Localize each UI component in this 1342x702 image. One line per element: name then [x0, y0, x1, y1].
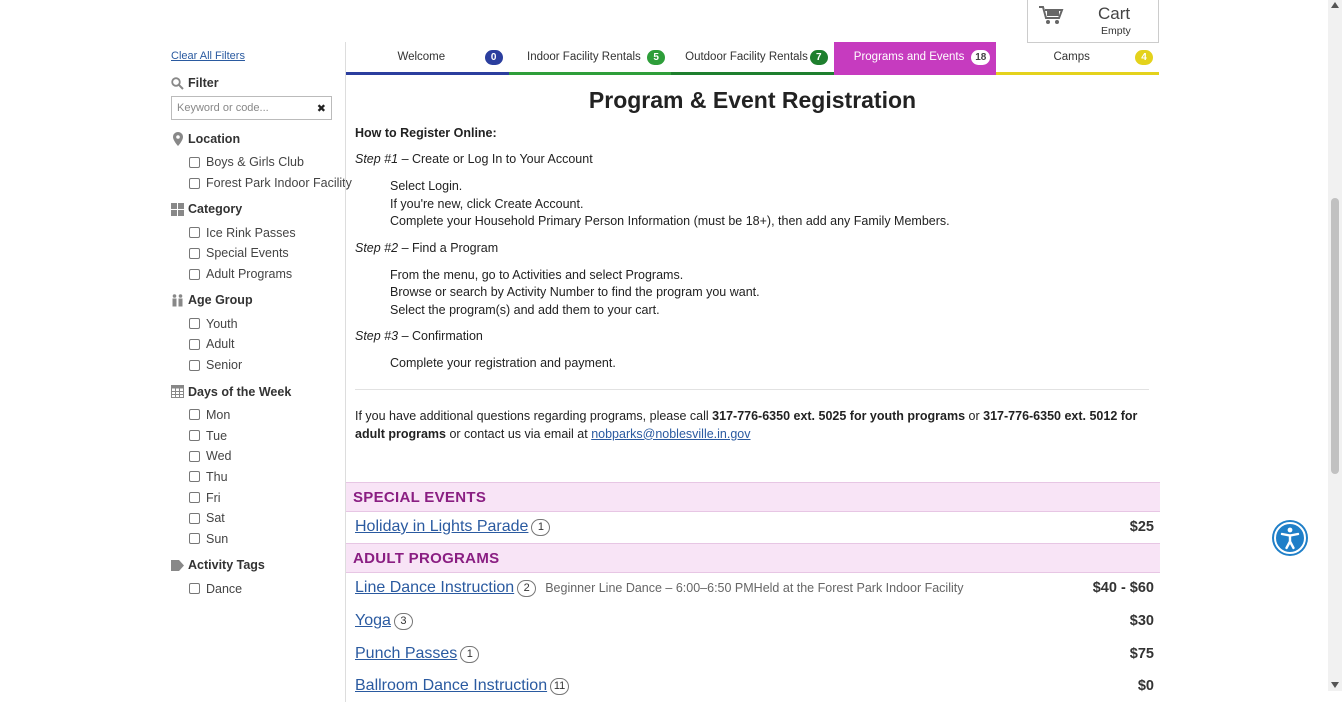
- step-text: – Confirmation: [398, 329, 483, 343]
- scroll-thumb[interactable]: [1331, 198, 1339, 474]
- step-detail: Select Login.: [390, 179, 463, 193]
- day-option-label: Fri: [206, 490, 221, 505]
- program-row: [346, 512, 1160, 542]
- activity-tags-heading-label: Activity Tags: [188, 558, 265, 573]
- location-heading-label: Location: [188, 132, 241, 146]
- category-checkbox[interactable]: [189, 227, 200, 238]
- clear-search-icon[interactable]: ✖: [316, 103, 326, 115]
- keyword-search-box: [171, 96, 332, 120]
- day-option-label: Sat: [206, 511, 225, 526]
- filter-heading-label: Filter: [188, 76, 219, 90]
- program-count-badge: 2: [517, 580, 536, 597]
- day-option-label: Thu: [206, 469, 228, 484]
- program-count-badge: 3: [394, 613, 413, 630]
- program-link[interactable]: Line Dance Instruction: [355, 579, 515, 596]
- category-option-label: Adult Programs: [206, 267, 293, 282]
- program-price: $25: [1129, 519, 1154, 535]
- day-option-label: Tue: [206, 428, 228, 443]
- days-heading-label: Days of the Week: [188, 384, 292, 399]
- step-detail: Complete your Household Primary Person Information (must be 18+), then add any Family Members.: [390, 214, 950, 228]
- grid-icon: [171, 203, 184, 216]
- category-filter: [171, 202, 333, 284]
- day-option-label: Sun: [206, 531, 229, 546]
- tab-label: Outdoor Facility Rentals: [685, 51, 808, 63]
- location-option-label: Forest Park Indoor Facility: [206, 176, 352, 191]
- accessibility-icon: [1272, 520, 1308, 556]
- how-to-heading: How to Register Online:: [355, 126, 497, 140]
- day-checkbox[interactable]: [189, 409, 200, 420]
- step-number: Step #1: [355, 152, 399, 166]
- category-checkbox[interactable]: [189, 269, 200, 280]
- step-detail: From the menu, go to Activities and select Programs.: [390, 267, 684, 282]
- age-group-option-label: Youth: [206, 316, 238, 331]
- program-link[interactable]: Yoga: [355, 612, 391, 629]
- tab-label: Welcome: [397, 51, 446, 63]
- tab-outdoor-facility-rentals[interactable]: [671, 42, 834, 75]
- location-filter: [171, 132, 352, 193]
- tab-camps[interactable]: [996, 42, 1159, 75]
- accessibility-button[interactable]: [1272, 520, 1308, 556]
- program-row: [346, 671, 1160, 701]
- age-group-checkbox[interactable]: [189, 318, 200, 329]
- tab-programs-and-events[interactable]: [834, 42, 997, 75]
- program-description: Beginner Line Dance – 6:00–6:50 PMHeld at the Forest Park Indoor Facility: [545, 581, 964, 595]
- program-price: $75: [1129, 646, 1154, 662]
- section-header-special-events: SPECIAL EVENTS: [346, 482, 1160, 512]
- scroll-up-icon[interactable]: [1331, 2, 1339, 8]
- day-checkbox[interactable]: [189, 430, 200, 441]
- step-detail: If you're new, click Create Account.: [390, 196, 584, 211]
- contact-text: or: [965, 408, 984, 423]
- step-heading: [355, 329, 1150, 347]
- cart-status: Empty: [1101, 25, 1131, 37]
- tag-icon: [171, 559, 184, 572]
- program-count-badge: 1: [460, 646, 479, 663]
- page-title: Program & Event Registration: [588, 87, 917, 113]
- program-link[interactable]: Ballroom Dance Instruction: [355, 677, 548, 694]
- filter-heading: [171, 76, 333, 90]
- email-link[interactable]: nobparks@noblesville.in.gov: [591, 426, 751, 441]
- age-group-option-label: Adult: [206, 337, 235, 352]
- step-text: – Find a Program: [398, 240, 499, 255]
- tab-label: Camps: [1053, 51, 1090, 63]
- tag-option[interactable]: [171, 578, 333, 599]
- age-group-checkbox[interactable]: [189, 339, 200, 350]
- day-checkbox[interactable]: [189, 451, 200, 462]
- category-heading: [171, 202, 333, 216]
- program-row: [346, 573, 1160, 603]
- age-group-option[interactable]: [171, 334, 333, 355]
- map-pin-icon: [171, 133, 184, 146]
- day-checkbox[interactable]: [189, 513, 200, 524]
- adult-phone: 317-776-6350 ext. 5012 for adult programs: [355, 408, 1138, 441]
- location-option[interactable]: [171, 152, 333, 173]
- tab-count-badge: 0: [485, 50, 503, 65]
- location-heading: [171, 132, 333, 146]
- location-checkbox[interactable]: [189, 178, 200, 189]
- category-option-label: Ice Rink Passes: [206, 225, 296, 240]
- age-group-option-label: Senior: [206, 358, 243, 373]
- contact-text: or contact us via email at: [446, 426, 592, 441]
- program-price: $30: [1129, 613, 1154, 629]
- age-group-option[interactable]: [171, 355, 333, 376]
- day-checkbox[interactable]: [189, 492, 200, 503]
- main-content: [345, 42, 1159, 702]
- tab-count-badge: 18: [971, 50, 990, 65]
- step-number: Step #2: [355, 240, 399, 255]
- registration-instructions: [346, 126, 1159, 443]
- day-option[interactable]: [171, 467, 333, 488]
- activity-tags-filter: [171, 558, 333, 599]
- tab-label: Programs and Events: [853, 51, 965, 63]
- location-option[interactable]: [171, 173, 352, 194]
- program-count-badge: 1: [531, 519, 550, 536]
- program-link[interactable]: Holiday in Lights Parade: [355, 518, 529, 535]
- scroll-down-icon[interactable]: [1331, 682, 1339, 688]
- age-group-heading-label: Age Group: [188, 293, 253, 308]
- category-option-label: Special Events: [206, 246, 289, 261]
- age-group-heading: [171, 293, 333, 307]
- people-icon: [171, 294, 184, 307]
- day-option[interactable]: [171, 446, 333, 467]
- tab-indoor-facility-rentals[interactable]: [509, 42, 672, 75]
- days-filter: [171, 385, 333, 550]
- tag-checkbox[interactable]: [189, 583, 200, 594]
- category-checkbox[interactable]: [189, 248, 200, 259]
- program-price: $0: [1137, 678, 1154, 694]
- program-count-badge: 11: [550, 678, 569, 695]
- day-option[interactable]: [171, 425, 333, 446]
- step-heading: [355, 152, 1150, 170]
- program-price: $40 - $60: [1092, 580, 1154, 596]
- clear-all-filters-link[interactable]: Clear All Filters: [171, 50, 245, 62]
- location-checkbox[interactable]: [189, 157, 200, 168]
- age-group-checkbox[interactable]: [189, 360, 200, 371]
- tab-welcome[interactable]: [346, 42, 509, 75]
- age-group-filter: [171, 293, 333, 375]
- category-option[interactable]: [171, 222, 333, 243]
- cart-widget[interactable]: [1027, 0, 1159, 43]
- step-text: – Create or Log In to Your Account: [398, 152, 593, 166]
- day-checkbox[interactable]: [189, 533, 200, 544]
- age-group-option[interactable]: [171, 313, 333, 334]
- category-option[interactable]: [171, 264, 333, 285]
- contact-text: If you have additional questions regarding programs, please call: [355, 408, 713, 423]
- tab-count-badge: 5: [647, 50, 665, 65]
- tab-count-badge: 4: [1135, 50, 1153, 65]
- days-heading: [171, 385, 333, 399]
- section-header-adult-programs: ADULT PROGRAMS: [346, 543, 1160, 573]
- day-option-label: Mon: [206, 407, 231, 422]
- tab-label: Indoor Facility Rentals: [527, 51, 641, 63]
- contact-info: [355, 407, 1145, 443]
- category-heading-label: Category: [188, 202, 243, 217]
- divider: [355, 389, 1149, 390]
- program-link[interactable]: Punch Passes: [355, 645, 458, 662]
- cart-icon: [1039, 6, 1063, 26]
- step-detail: Select the program(s) and add them to your cart.: [390, 302, 660, 317]
- location-option-label: Boys & Girls Club: [206, 155, 304, 170]
- page-scrollbar[interactable]: [1328, 0, 1342, 691]
- youth-phone: 317-776-6350 ext. 5025 for youth programs: [712, 408, 966, 423]
- tab-count-badge: 7: [810, 50, 828, 65]
- day-option[interactable]: [171, 405, 333, 426]
- category-option[interactable]: [171, 243, 333, 264]
- step-heading: [355, 241, 1150, 259]
- step-detail: Browse or search by Activity Number to find the program you want.: [390, 285, 760, 299]
- program-row: [346, 639, 1160, 669]
- category-tabs: [346, 42, 1159, 75]
- search-icon: [171, 77, 184, 90]
- day-option[interactable]: [171, 487, 333, 508]
- day-option[interactable]: [171, 529, 333, 550]
- step-number: Step #3: [355, 329, 399, 343]
- day-checkbox[interactable]: [189, 471, 200, 482]
- program-row: [346, 606, 1160, 636]
- tag-option-label: Dance: [206, 581, 243, 596]
- filter-sidebar: [171, 50, 352, 608]
- cart-title: Cart: [1098, 4, 1131, 23]
- step-detail: Complete your registration and payment.: [390, 356, 616, 370]
- day-option-label: Wed: [206, 449, 232, 464]
- keyword-search-input[interactable]: [172, 97, 331, 119]
- day-option[interactable]: [171, 508, 333, 529]
- calendar-icon: [171, 385, 184, 398]
- activity-tags-heading: [171, 558, 333, 572]
